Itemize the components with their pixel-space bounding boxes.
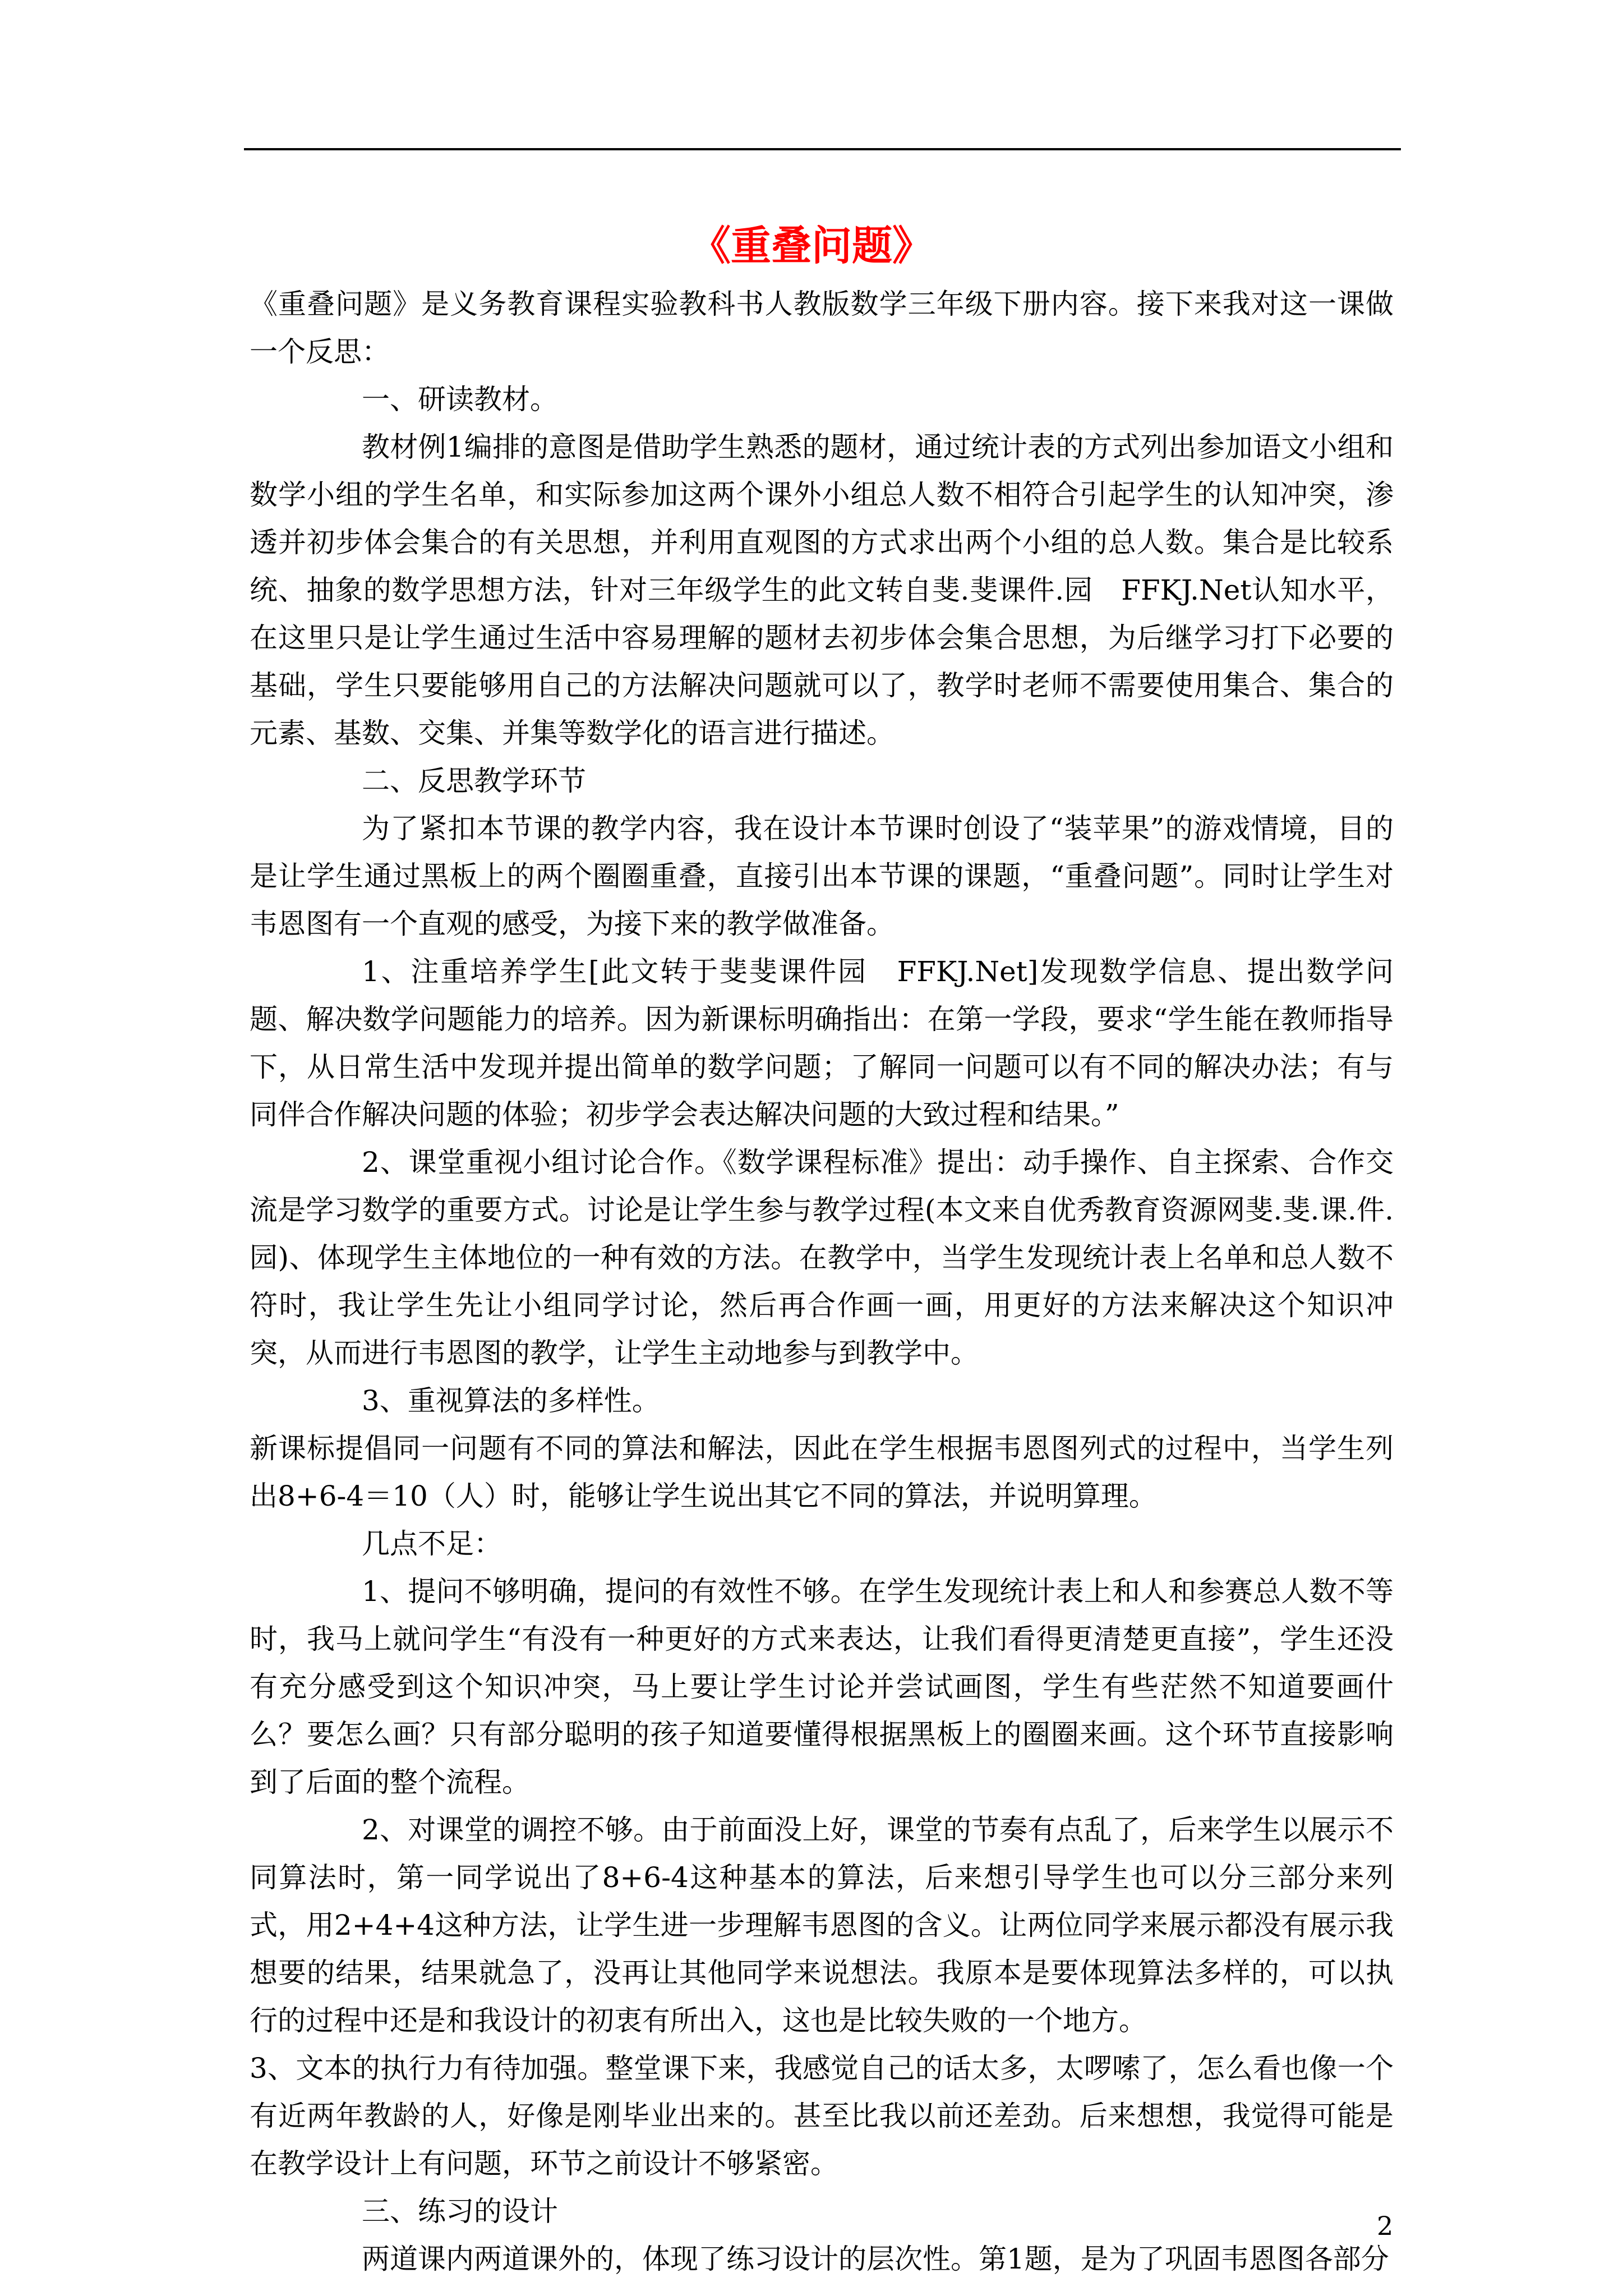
section-heading-3: 三、练习的设计 xyxy=(362,2195,558,2228)
document-body xyxy=(250,280,1394,2283)
body-paragraph: 教材例1编排的意图是借助学生熟悉的题材，通过统计表的方式列出参加语文小组和数学小组的学生名单，和实际参加这两个课外小组总人数不相符合引起学生的认知冲突，渗透并初步体会集合的有关思想，并利用直观图的方式求出两个小组的总人数。集合是比较系统、抽象的数学思想方法，针对三年级学生的此文转自斐.斐课件.园 FFKJ.Net认知水平，在这里只是让学生通过生活中容易理解的题材去初步体会集合思想，为后继学习打下必要的基础，学生只要能够用自己的方法解决问题就可以了，教学时老师不需要使用集合、集合的元素、基数、交集、并集等数学化的语言进行描述。 xyxy=(250,431,1394,749)
body-paragraph: 3、重视算法的多样性。 xyxy=(362,1384,660,1417)
page-number: 2 xyxy=(1377,2211,1394,2241)
body-paragraph: 2、课堂重视小组讨论合作。《数学课程标准》提出：动手操作、自主探索、合作交流是学习数学的重要方式。讨论是让学生参与教学过程(本文来自优秀教育资源网斐.斐.课.件.园)、体现学生主体地位的一种有效的方法。在教学中，当学生发现统计表上名单和总人数不符时，我让学生先让小组同学讨论，然后再合作画一画，用更好的方法来解决这个知识冲突，从而进行韦恩图的教学，让学生主动地参与到教学中。 xyxy=(250,1146,1394,1369)
body-paragraph: 3、文本的执行力有待加强。整堂课下来，我感觉自己的话太多，太啰嗦了，怎么看也像一个有近两年教龄的人，好像是刚毕业出来的。甚至比我以前还差劲。后来想想，我觉得可能是在教学设计上有问题，环节之前设计不够紧密。 xyxy=(250,2052,1394,2180)
body-paragraph: 新课标提倡同一问题有不同的算法和解法，因此在学生根据韦恩图列式的过程中，当学生列出8+6-4＝10（人）时，能够让学生说出其它不同的算法，并说明算理。 xyxy=(250,1432,1394,1512)
section-heading-2: 二、反思教学环节 xyxy=(362,765,586,797)
section-heading-1: 一、研读教材。 xyxy=(362,383,558,416)
body-paragraph: 2、对课堂的调控不够。由于前面没上好，课堂的节奏有点乱了，后来学生以展示不同算法时，第一同学说出了8+6-4这种基本的算法，后来想引导学生也可以分三部分来列式，用2+4+4这种方法，让学生进一步理解韦恩图的含义。让两位同学来展示都没有展示我想要的结果，结果就急了，没再让其他同学来说想法。我原本是要体现算法多样的，可以执行的过程中还是和我设计的初衷有所出入，这也是比较失败的一个地方。 xyxy=(250,1814,1394,2037)
body-paragraph: 1、提问不够明确，提问的有效性不够。在学生发现统计表上和人和参赛总人数不等时，我马上就问学生“有没有一种更好的方式来表达，让我们看得更清楚更直接”，学生还没有充分感受到这个知识冲突，马上要让学生讨论并尝试画图，学生有些茫然不知道要画什么？要怎么画？只有部分聪明的孩子知道要懂得根据黑板上的圈圈来画。这个环节直接影响到了后面的整个流程。 xyxy=(250,1575,1394,1798)
header-rule xyxy=(244,148,1401,150)
body-paragraph: 1、注重培养学生[此文转于斐斐课件园 FFKJ.Net]发现数学信息、提出数学问题、解决数学问题能力的培养。因为新课标明确指出：在第一学段，要求“学生能在教师指导下，从日常生活中发现并提出简单的数学问题；了解同一问题可以有不同的解决办法；有与同伴合作解决问题的体验；初步学会表达解决问题的大致过程和结果。” xyxy=(250,955,1394,1131)
body-paragraph: 两道课内两道课外的，体现了练习设计的层次性。第1题，是为了巩固韦恩图各部分 xyxy=(362,2243,1389,2275)
intro-paragraph: 《重叠问题》是义务教育课程实验教科书人教版数学三年级下册内容。接下来我对这一课做一个反思： xyxy=(250,288,1394,368)
body-paragraph: 为了紧扣本节课的教学内容，我在设计本节课时创设了“装苹果”的游戏情境，目的是让学生通过黑板上的两个圈圈重叠，直接引出本节课的课题，“重叠问题”。同时让学生对韦恩图有一个直观的感受，为接下来的教学做准备。 xyxy=(250,812,1394,940)
subheading-shortcomings: 几点不足： xyxy=(362,1527,502,1560)
document-title: 《重叠问题》 xyxy=(690,222,933,269)
